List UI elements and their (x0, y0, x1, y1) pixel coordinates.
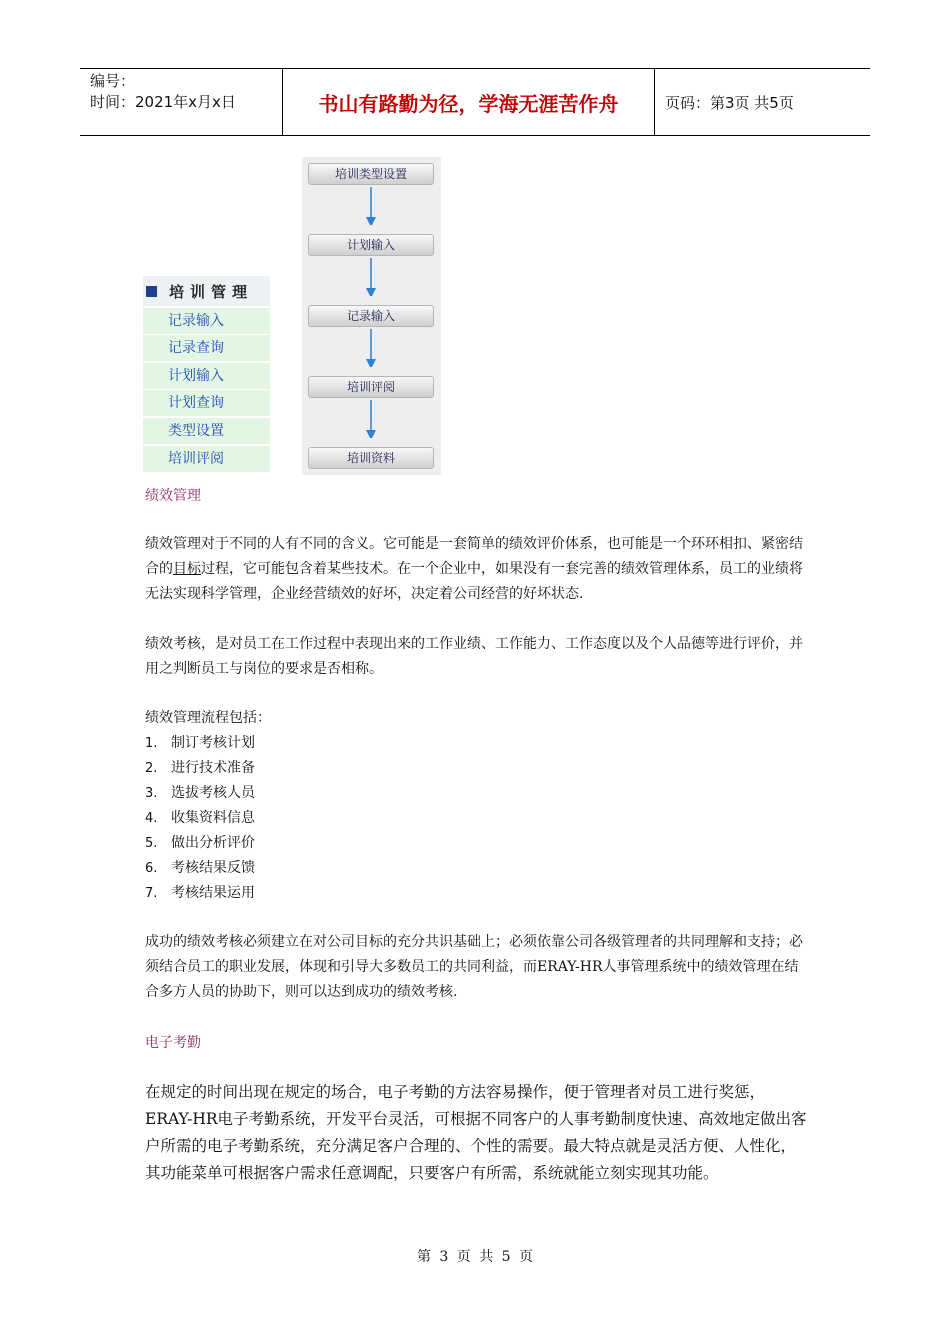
page-footer: 第 3 页 共 5 页 (416, 1249, 534, 1265)
list-item: 6. 考核结果反馈 (145, 860, 255, 876)
training-menu-title: 培训管理 (169, 282, 254, 301)
header-meta (80, 69, 283, 135)
process-intro: 绩效管理流程包括： (145, 710, 271, 726)
list-item: 3. 选拔考核人员 (145, 785, 255, 801)
performance-paragraph-2: 绩效考核，是对员工在工作过程中表现出来的工作业绩、工作能力、工作态度以及个人品德等进行评价，并用之判断员工与岗位的要求是否相称。 (145, 636, 803, 677)
menu-item-type-settings[interactable]: 类型设置 (143, 418, 270, 444)
training-menu-header (143, 276, 270, 306)
performance-paragraph-1 (145, 532, 810, 607)
process-list (145, 731, 255, 906)
flow-arrow-icon (302, 327, 441, 367)
header-page-info: 页码：第3页 共5页 (665, 93, 794, 112)
flow-step-plan-input: 计划输入 (308, 234, 434, 256)
menu-item-record-input[interactable]: 记录输入 (143, 308, 270, 334)
list-item: 4. 收集资料信息 (145, 810, 255, 826)
target-link[interactable]: 目标 (173, 561, 201, 577)
flow-arrow-icon (302, 256, 441, 296)
performance-paragraph-3: 成功的绩效考核必须建立在对公司目标的充分共识基础上；必须依靠公司各级管理者的共同理解和支持；必须结合员工的职业发展，体现和引导大多数员工的共同利益，而ERAY-HR人事管理系统中的绩效管理在结合多方人员的协助下，则可以达到成功的绩效考核. (145, 934, 803, 1000)
menu-item-plan-input[interactable]: 计划输入 (143, 363, 270, 389)
flow-step-training-materials: 培训资料 (308, 447, 434, 469)
square-bullet-icon (146, 286, 157, 297)
page-header (80, 68, 870, 136)
list-item: 7. 考核结果运用 (145, 885, 255, 901)
header-motto: 书山有路勤为径，学海无涯苦作舟 (283, 69, 655, 135)
menu-item-record-query[interactable]: 记录查询 (143, 335, 270, 361)
flow-step-record-input: 记录输入 (308, 305, 434, 327)
flow-step-training-review: 培训评阅 (308, 376, 434, 398)
list-item: 5. 做出分析评价 (145, 835, 255, 851)
menu-item-plan-query[interactable]: 计划查询 (143, 390, 270, 416)
list-item: 2. 进行技术准备 (145, 760, 255, 776)
flow-step-type-settings: 培训类型设置 (308, 163, 434, 185)
list-item: 1. 制订考核计划 (145, 735, 255, 751)
section-title-performance: 绩效管理 (145, 488, 201, 504)
menu-item-training-review[interactable]: 培训评阅 (143, 446, 270, 472)
training-flow-diagram (302, 157, 441, 475)
performance-paragraph-1-part-a: 绩效管理对于不同的人有不同的含义。它可能是一套简单的绩效评价体系，也可能是一个环环相扣、紧密结合的 (145, 536, 803, 577)
section-title-attendance: 电子考勤 (145, 1035, 201, 1051)
performance-paragraph-1-part-b: 过程，它可能包含着某些技术。在一个企业中，如果没有一套完善的绩效管理体系，员工的业绩将无法实现科学管理，企业经营绩效的好坏，决定着公司经营的好坏状态. (145, 561, 803, 602)
flow-arrow-icon (302, 398, 441, 438)
doc-date-label: 时间：2021年x月x日 (90, 93, 236, 111)
attendance-paragraph-1: 在规定的时间出现在规定的场合，电子考勤的方法容易操作，便于管理者对员工进行奖惩，ERAY-HR电子考勤系统，开发平台灵活，可根据不同客户的人事考勤制度快速、高效地定做出客户所需的电子考勤系统，充分满足客户合理的、个性的需要。最大特点就是灵活方便、人性化，其功能菜单可根据客户需求任意调配，只要客户有所需，系统就能立刻实现其功能。 (145, 1083, 807, 1182)
flow-arrow-icon (302, 185, 441, 225)
training-menu (143, 276, 270, 472)
doc-code-label: 编号： (90, 72, 136, 90)
